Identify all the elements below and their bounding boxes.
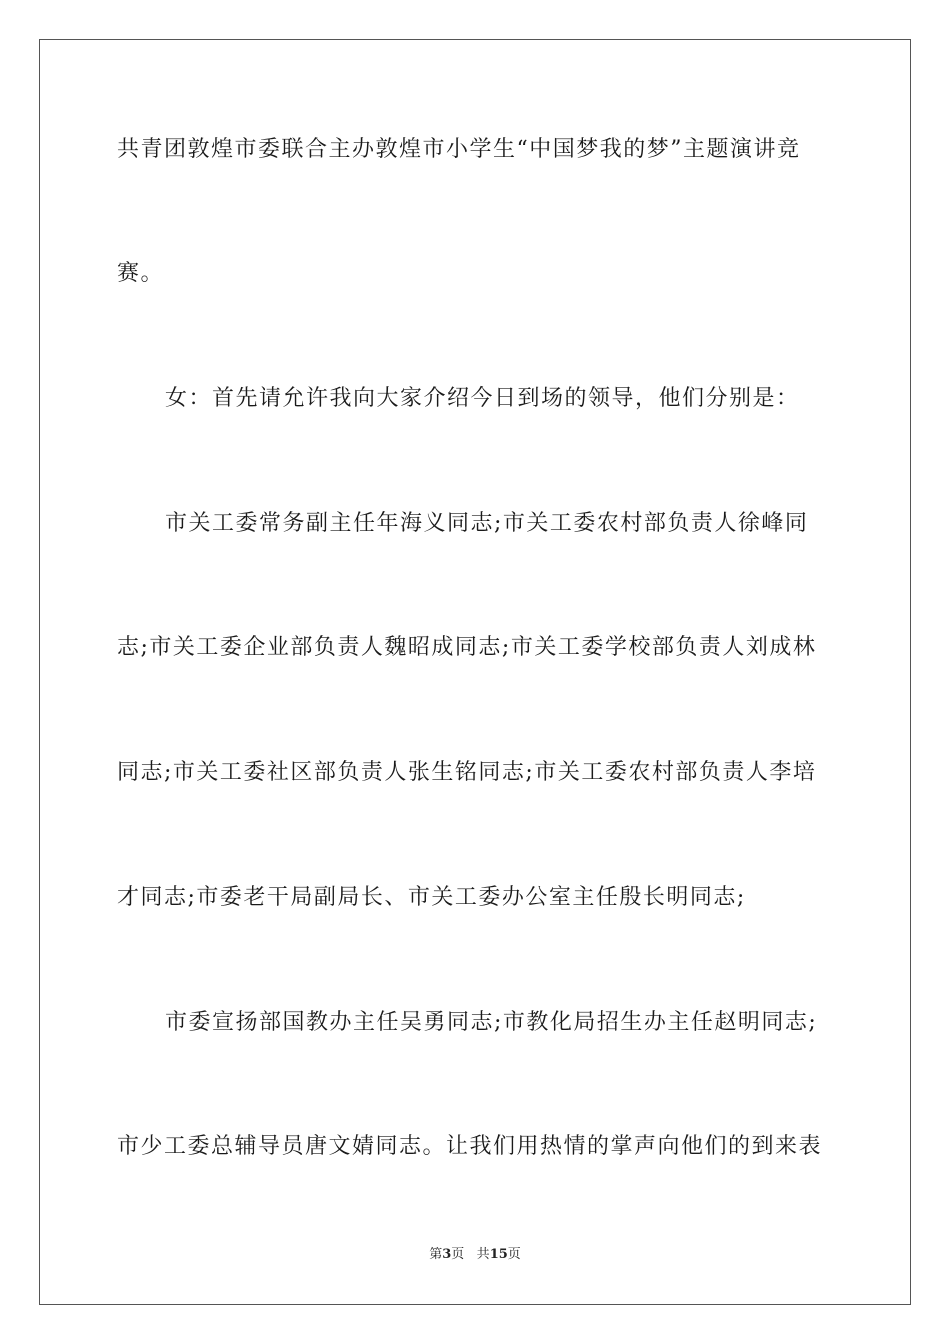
text-line: 才同志;市委老干局副局长、市关工委办公室主任殷长明同志;: [117, 885, 746, 910]
page-current: 3: [442, 1247, 452, 1262]
text-line: 市少工委总辅导员唐文婧同志。让我们用热情的掌声向他们的到来表: [117, 1134, 823, 1159]
text-line: 市关工委常务副主任年海义同志;市关工委农村部负责人徐峰同: [165, 511, 809, 536]
text-line: 同志;市关工委社区部负责人张生铭同志;市关工委农村部负责人李培: [117, 760, 817, 785]
text-line: 市委宣扬部国教办主任吴勇同志;市教化局招生办主任赵明同志;: [165, 1010, 818, 1035]
text-line: 共青团敦煌市委联合主办敦煌市小学生“中国梦我的梦”主题演讲竞: [117, 137, 801, 162]
text-line: 赛。: [117, 261, 165, 286]
page-footer: [0, 1247, 950, 1263]
page-unit: 页: [451, 1247, 465, 1262]
total-prefix: 共: [476, 1247, 490, 1262]
total-unit: 页: [507, 1247, 521, 1262]
text-line: 女：首先请允许我向大家介绍今日到场的领导，他们分别是：: [165, 386, 800, 411]
page-total: 15: [489, 1247, 508, 1262]
text-line: 志;市关工委企业部负责人魏昭成同志;市关工委学校部负责人刘成林: [117, 635, 817, 660]
page-frame: [39, 39, 911, 1305]
page-prefix: 第: [429, 1247, 443, 1262]
